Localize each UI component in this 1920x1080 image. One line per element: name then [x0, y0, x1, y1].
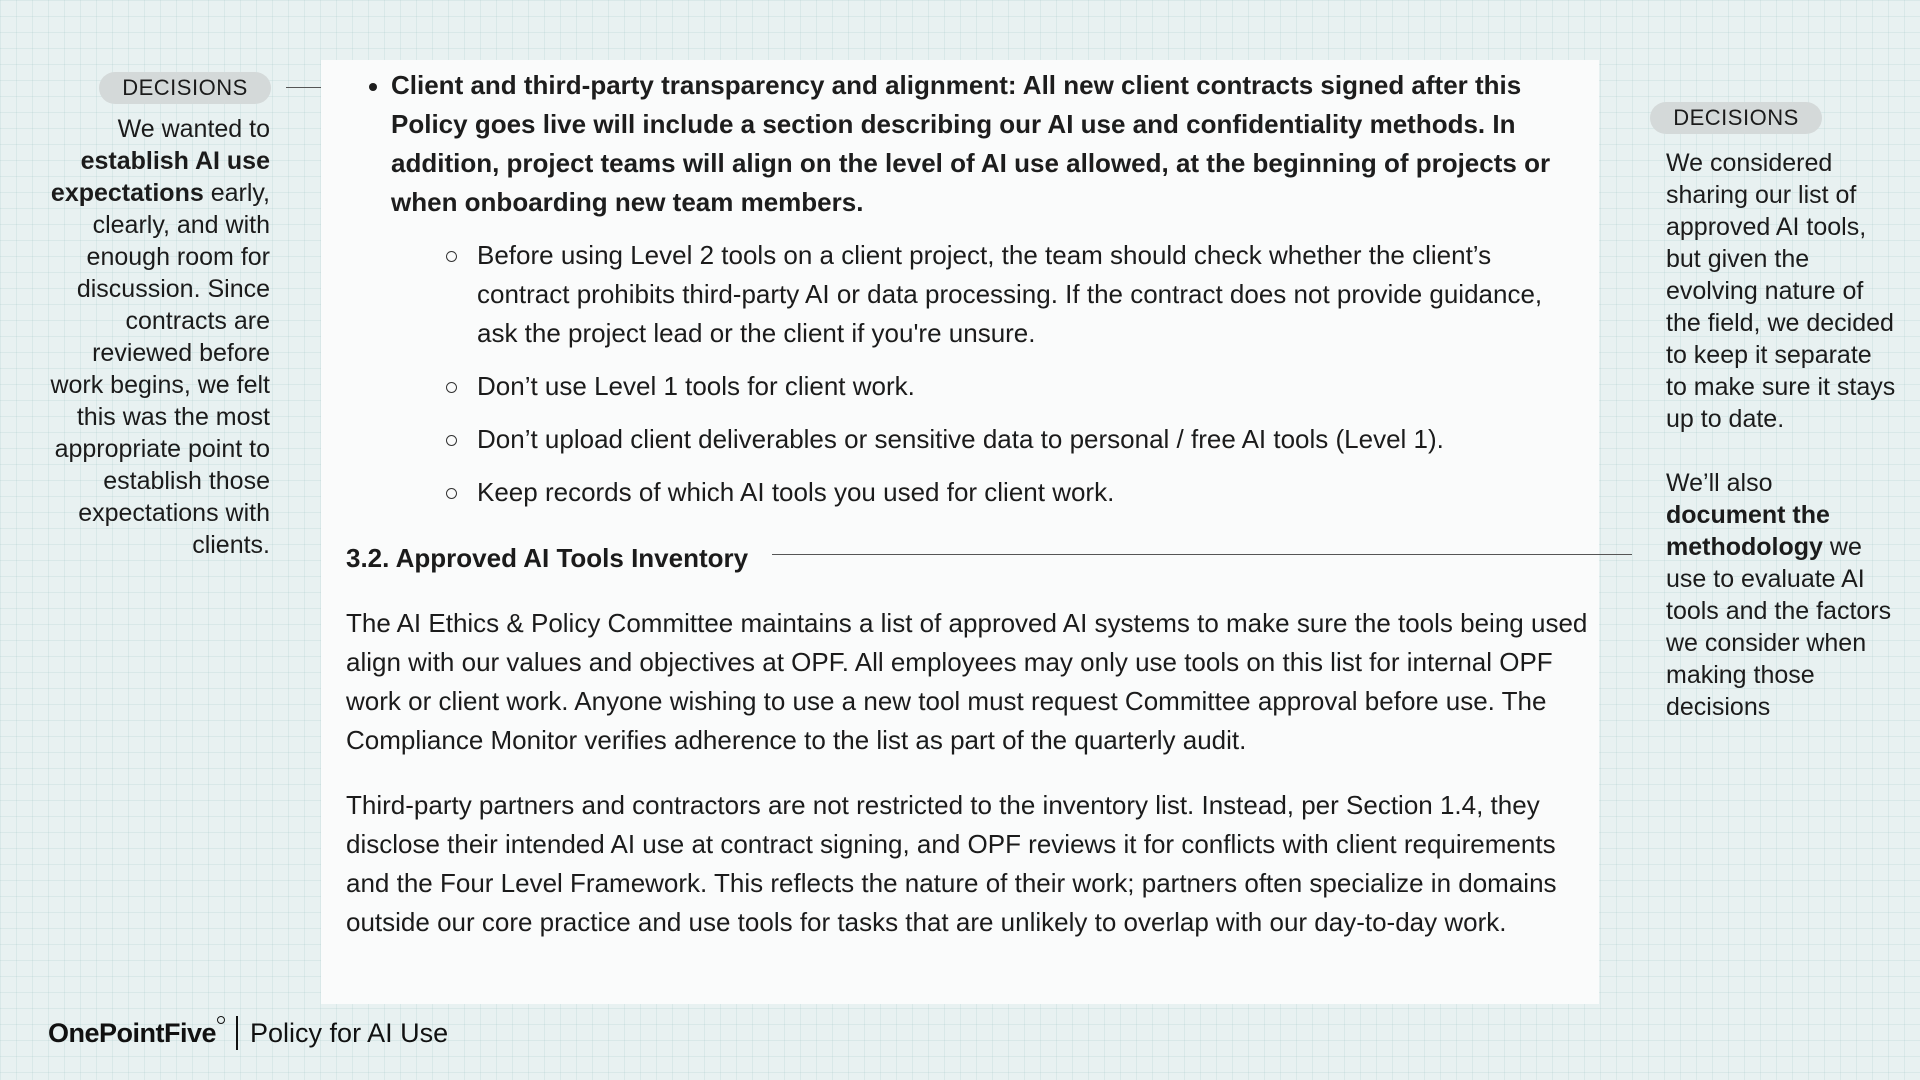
sub-bullet-text: Before using Level 2 tools on a client project, the team should check whether the client’s contract prohibits third-party AI or data processing. If the contract does not provide guidance, ask the project lead or the client if you're unsure.: [477, 240, 1543, 348]
hollow-bullet-icon: [446, 382, 457, 393]
sub-bullet-text: Keep records of which AI tools you used for client work.: [477, 477, 1115, 507]
right-note-seg-0: We’ll also: [1666, 469, 1773, 497]
brand-logo-text: OnePointFive: [48, 1017, 217, 1048]
left-decision-note: [40, 113, 270, 561]
right-note-paragraph-2: [1666, 467, 1896, 723]
section-connector-line: [772, 554, 1632, 555]
right-decision-note: [1666, 147, 1896, 723]
right-note-seg-2: we use to evaluate AI tools and the factors we consider when making those decisions: [1666, 533, 1892, 721]
right-note-paragraph-1: We considered sharing our list of approved AI tools, but given the evolving nature of the field, we decided to keep it separate to make sure it stays up to date.: [1666, 149, 1896, 433]
sub-bullet-text: Don’t use Level 1 tools for client work.: [477, 371, 915, 401]
sub-bullet-item: [477, 236, 1587, 353]
sub-bullet-item: [477, 367, 1587, 406]
right-note-seg-1: document the methodology: [1666, 501, 1830, 561]
right-decisions-pill: DECISIONS: [1650, 102, 1822, 134]
body-paragraph-2: Third-party partners and contractors are not restricted to the inventory list. Instead, per Section 1.4, they disclose their intended AI use at contract signing, and OPF reviews it for conflicts with client requirements and the Four Level Framework. This reflects the nature of their work; partners often specialize in domains outside our core practice and use tools for tasks that are unlikely to overlap with our day-to-day work.: [346, 790, 1557, 937]
left-note-seg-1: establish AI use expectations: [50, 147, 270, 207]
bullet-dot-icon: [369, 83, 377, 91]
main-bullet-text: Client and third-party transparency and alignment: All new client contracts signed after this Policy goes live will include a section describing our AI use and confidentiality methods. In addition, project teams will align on the level of AI use allowed, at the beginning of projects or when onboarding new team members.: [391, 70, 1551, 217]
section-heading: 3.2. Approved AI Tools Inventory: [346, 543, 749, 573]
sub-bullet-text: Don’t upload client deliverables or sensitive data to personal / free AI tools (Level 1).: [477, 424, 1444, 454]
footer: [48, 1015, 448, 1051]
footer-divider: [236, 1016, 238, 1050]
logo-degree-icon: [217, 1016, 225, 1024]
body-paragraph-1: The AI Ethics & Policy Committee maintains a list of approved AI systems to make sure the tools being used align with our values and objectives at OPF. All employees may only use tools on this list for internal OPF work or client work. Anyone wishing to use a new tool must request Committee approval before use. The Compliance Monitor verifies adherence to the list as part of the quarterly audit.: [346, 608, 1588, 755]
hollow-bullet-icon: [446, 435, 457, 446]
sub-bullet-list: [477, 236, 1587, 526]
sub-bullet-item: [477, 473, 1587, 512]
left-decisions-pill: DECISIONS: [99, 72, 271, 104]
main-bullet-item: [391, 66, 1591, 222]
footer-document-title: Policy for AI Use: [250, 1017, 449, 1048]
left-note-seg-2: early, clearly, and with enough room for discussion. Since contracts are reviewed before work begins, we felt this was the most appropriate point to establish those expectations with clients.: [50, 179, 270, 559]
left-note-seg-0: We wanted to: [117, 115, 270, 143]
sub-bullet-item: [477, 420, 1587, 459]
hollow-bullet-icon: [446, 488, 457, 499]
brand-logo: [48, 1018, 216, 1049]
hollow-bullet-icon: [446, 251, 457, 262]
